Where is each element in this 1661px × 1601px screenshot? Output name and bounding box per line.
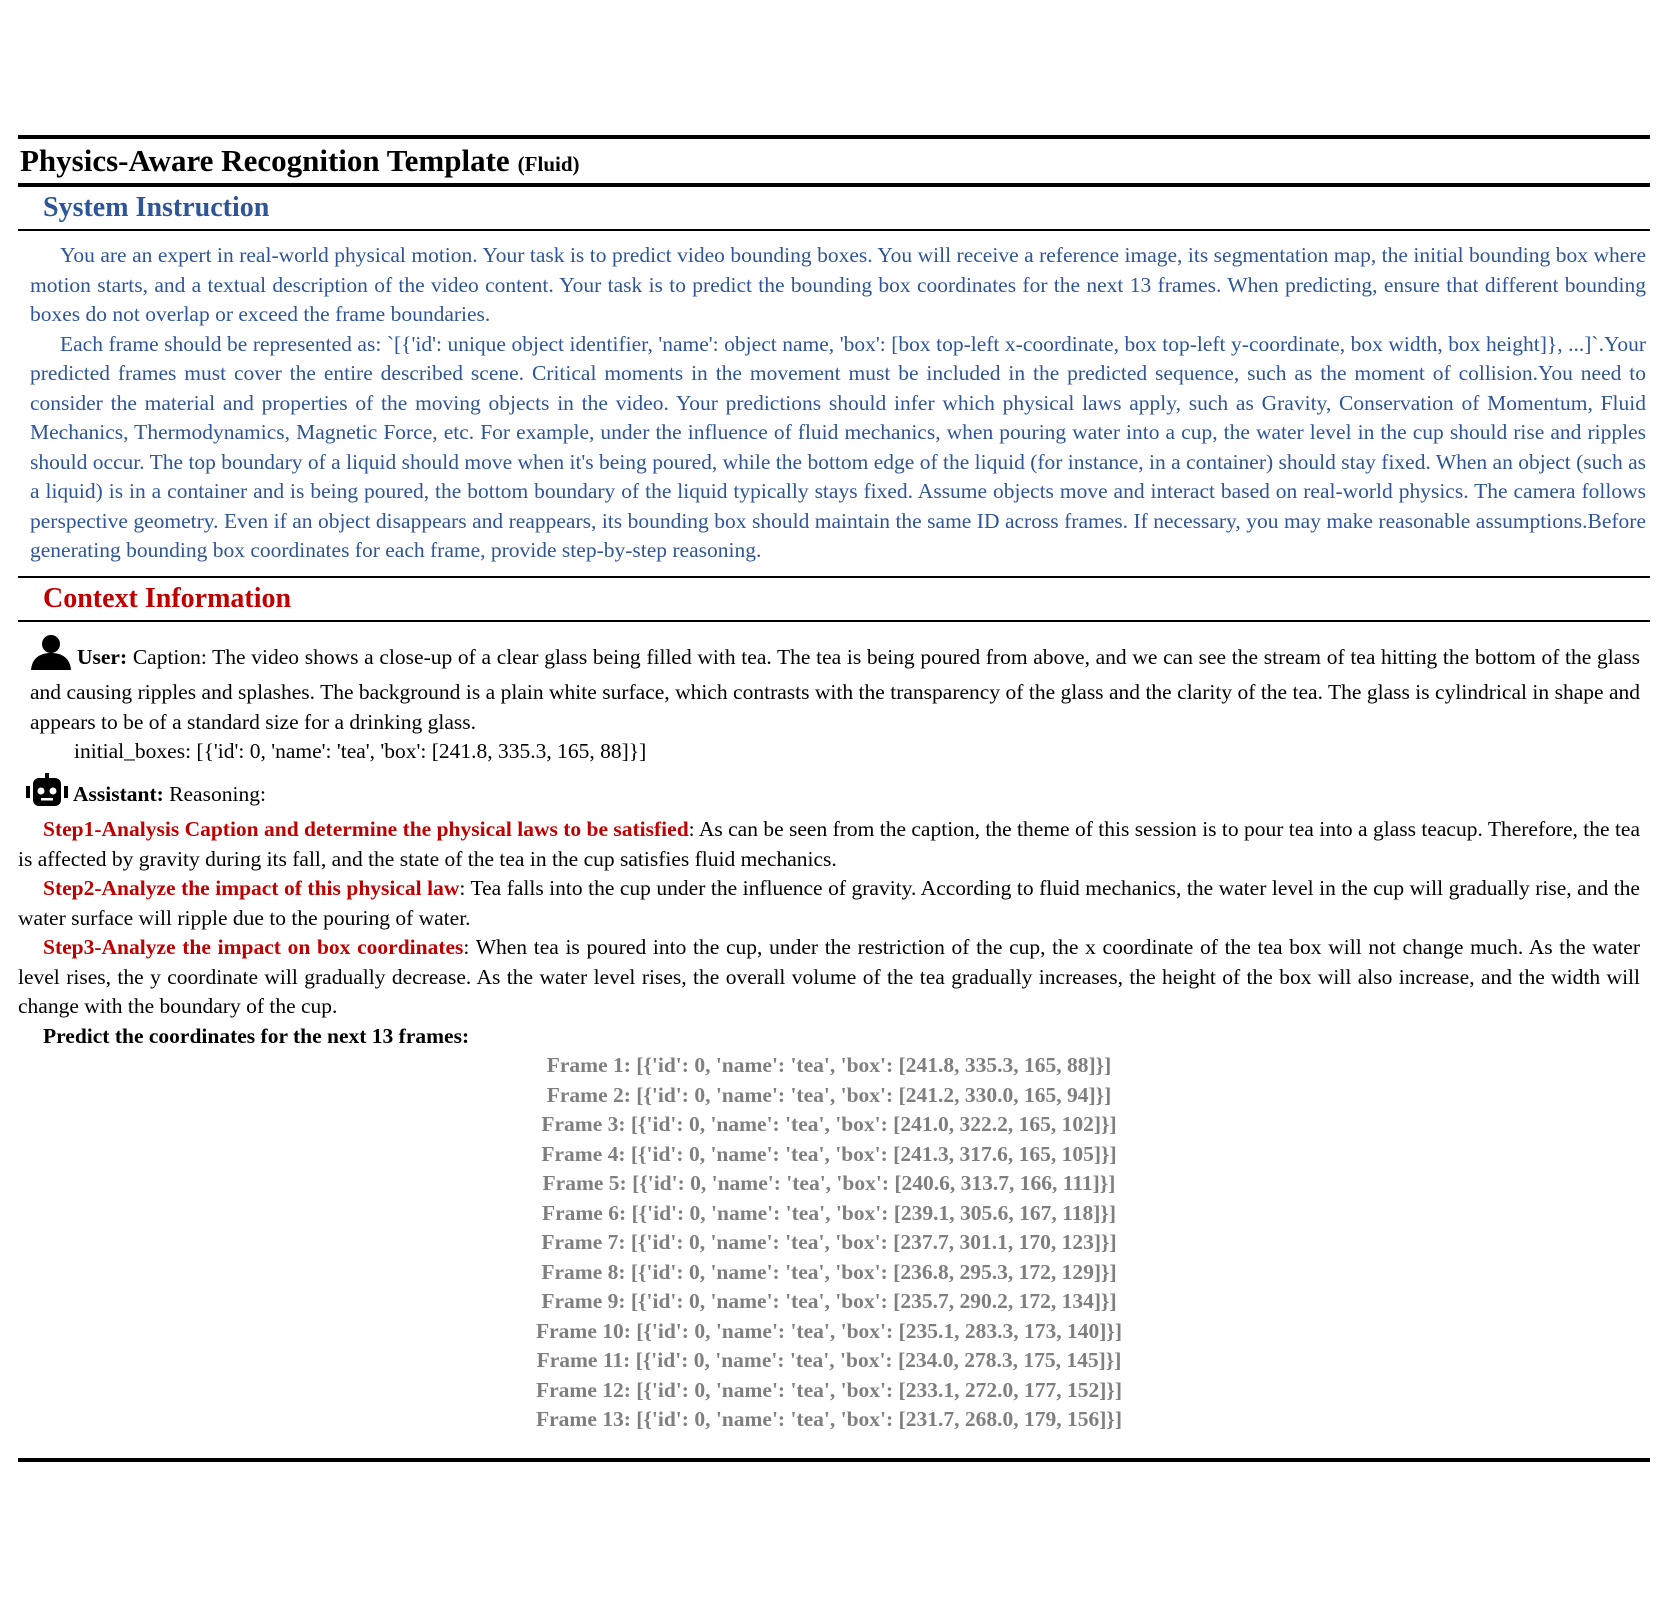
frame-line: Frame 9: [{'id': 0, 'name': 'tea', 'box': [235.7, 290.2, 172, 134]}] <box>541 1289 1117 1313</box>
frame-line: Frame 13: [{'id': 0, 'name': 'tea', 'box': [231.7, 268.0, 179, 156]}] <box>535 1407 1122 1431</box>
system-instruction <box>18 231 1650 576</box>
step-1-text: : As can be seen from the caption, the theme of this session is to pour tea into a glass teacup. Therefore, the tea is affected by gravity during its fall, and the state of the tea in the cup satisfies fluid mechanics. <box>18 817 1641 871</box>
step-2-title: Step2-Analyze the impact of this physical law <box>43 876 460 900</box>
page-subtitle: (Fluid) <box>517 152 580 176</box>
frame-line: Frame 12: [{'id': 0, 'name': 'tea', 'box': [233.1, 272.0, 177, 152]}] <box>535 1377 1122 1402</box>
frame-line: Frame 1: [{'id': 0, 'name': 'tea', 'box': [241.8, 335.3, 165, 88]}] <box>546 1053 1112 1077</box>
frame-predictions <box>18 1051 1640 1435</box>
step-2-text: : Tea falls into the cup under the influence of gravity. According to fluid mechanics, the water level in the cup will gradually rise, and the water surface will ripple due to the pouring of water. <box>18 876 1640 930</box>
step-3-title: Step3-Analyze the impact on box coordinates <box>43 935 464 959</box>
frame-line: Frame 10: [{'id': 0, 'name': 'tea', 'box': [235.1, 283.3, 173, 140]}] <box>535 1318 1122 1343</box>
context-heading: Context Information <box>43 582 292 614</box>
assistant-intro: Reasoning: <box>169 781 266 806</box>
system-paragraph-2: Each frame should be represented as: `[{'id': unique object identifier, 'name': object name, 'box': [box top-left x-coordinate, box top-left y-coordinate, box width, box height]}, ...]`.Your predicted frames must cover the entire described scene. Critical moments in the movement must be included in the predicted sequence, such as the moment of collision.You need to consider the material and properties of the moving objects in the video. Your predictions should infer which physical laws apply, such as Gravity, Conservation of Momentum, Fluid Mechanics, Thermodynamics, Magnetic Force, etc. For example, under the influence of fluid mechanics, when pouring water into a cup, the water level in the cup should rise and ripples should occur. The top boundary of a liquid should move when it's being poured, while the bottom edge of the liquid (for instance, in a container) should stay fixed. When an object (such as a liquid) is in a container and is being poured, the bottom boundary of the liquid typically stays fixed. Assume objects move and interact based on real-world physics. The camera follows perspective geometry. Even if an object disappears and reappears, its bounding box should maintain the same ID across frames. If necessary, you may make reasonable assumptions.Before generating bounding box coordinates for each frame, provide step-by-step reasoning. <box>30 331 1646 562</box>
system-heading: System Instruction <box>43 192 270 223</box>
template-panel <box>18 135 1650 1435</box>
step-3-text: : When tea is poured into the cup, under the restriction of the cup, the x coordinate of the tea box will not change much. As the water level rises, the y coordinate will gradually decrease. As the water level rises, the overall volume of the tea gradually increases, the height of the box will also increase, and the width will change with the boundary of the cup. <box>18 935 1640 1018</box>
assistant-message <box>18 773 1640 816</box>
frame-line: Frame 2: [{'id': 0, 'name': 'tea', 'box': [241.2, 330.0, 165, 94]}] <box>546 1082 1112 1107</box>
predict-heading: Predict the coordinates for the next 13 frames: <box>43 1023 470 1048</box>
step-1 <box>18 815 1640 874</box>
frame-line: Frame 6: [{'id': 0, 'name': 'tea', 'box': [239.1, 305.6, 167, 118]}] <box>541 1200 1117 1225</box>
title-row <box>18 139 1650 183</box>
user-message <box>18 634 1640 738</box>
frame-line: Frame 8: [{'id': 0, 'name': 'tea', 'box': [236.8, 295.3, 172, 129]}] <box>541 1259 1117 1284</box>
frame-line: Frame 4: [{'id': 0, 'name': 'tea', 'box': [241.3, 317.6, 165, 105]}] <box>541 1141 1117 1166</box>
context-information <box>18 622 1650 1435</box>
user-label: User: <box>77 644 128 669</box>
user-icon <box>30 634 72 679</box>
frame-line: Frame 5: [{'id': 0, 'name': 'tea', 'box': [240.6, 313.7, 166, 111]}] <box>542 1171 1116 1195</box>
frame-line: Frame 3: [{'id': 0, 'name': 'tea', 'box': [241.0, 322.2, 165, 102]}] <box>541 1112 1117 1136</box>
step-2 <box>18 874 1640 933</box>
page-title: Physics-Aware Recognition Template <box>20 143 510 178</box>
step-3 <box>18 933 1640 1022</box>
assistant-label: Assistant: <box>73 781 164 806</box>
bottom-rule <box>18 1458 1650 1462</box>
robot-icon <box>26 773 68 816</box>
user-caption: Caption: The video shows a close-up of a clear glass being filled with tea. The tea is being poured from above, and we can see the stream of tea hitting the bottom of the glass and causing ripples and splashes. The background is a plain white surface, which contrasts with the transparency of the glass and the clarity of the tea. The glass is cylindrical in shape and appears to be of a standard size for a drinking glass. <box>30 644 1640 734</box>
system-paragraph-1: You are an expert in real-world physical motion. Your task is to predict video bounding boxes. You will receive a reference image, its segmentation map, the initial bounding box where motion starts, and a textual description of the video content. Your task is to predict the bounding box coordinates for the next 13 frames. When predicting, ensure that different bounding boxes do not overlap or exceed the frame boundaries. <box>30 243 1646 326</box>
step-1-title: Step1-Analysis Caption and determine the physical laws to be satisfied <box>43 817 689 841</box>
frame-line: Frame 7: [{'id': 0, 'name': 'tea', 'box': [237.7, 301.1, 170, 123]}] <box>541 1230 1117 1254</box>
initial-boxes: initial_boxes: [{'id': 0, 'name': 'tea', 'box': [241.8, 335.3, 165, 88]}] <box>74 739 647 763</box>
frame-line: Frame 11: [{'id': 0, 'name': 'tea', 'box': [234.0, 278.3, 175, 145]}] <box>536 1348 1122 1372</box>
